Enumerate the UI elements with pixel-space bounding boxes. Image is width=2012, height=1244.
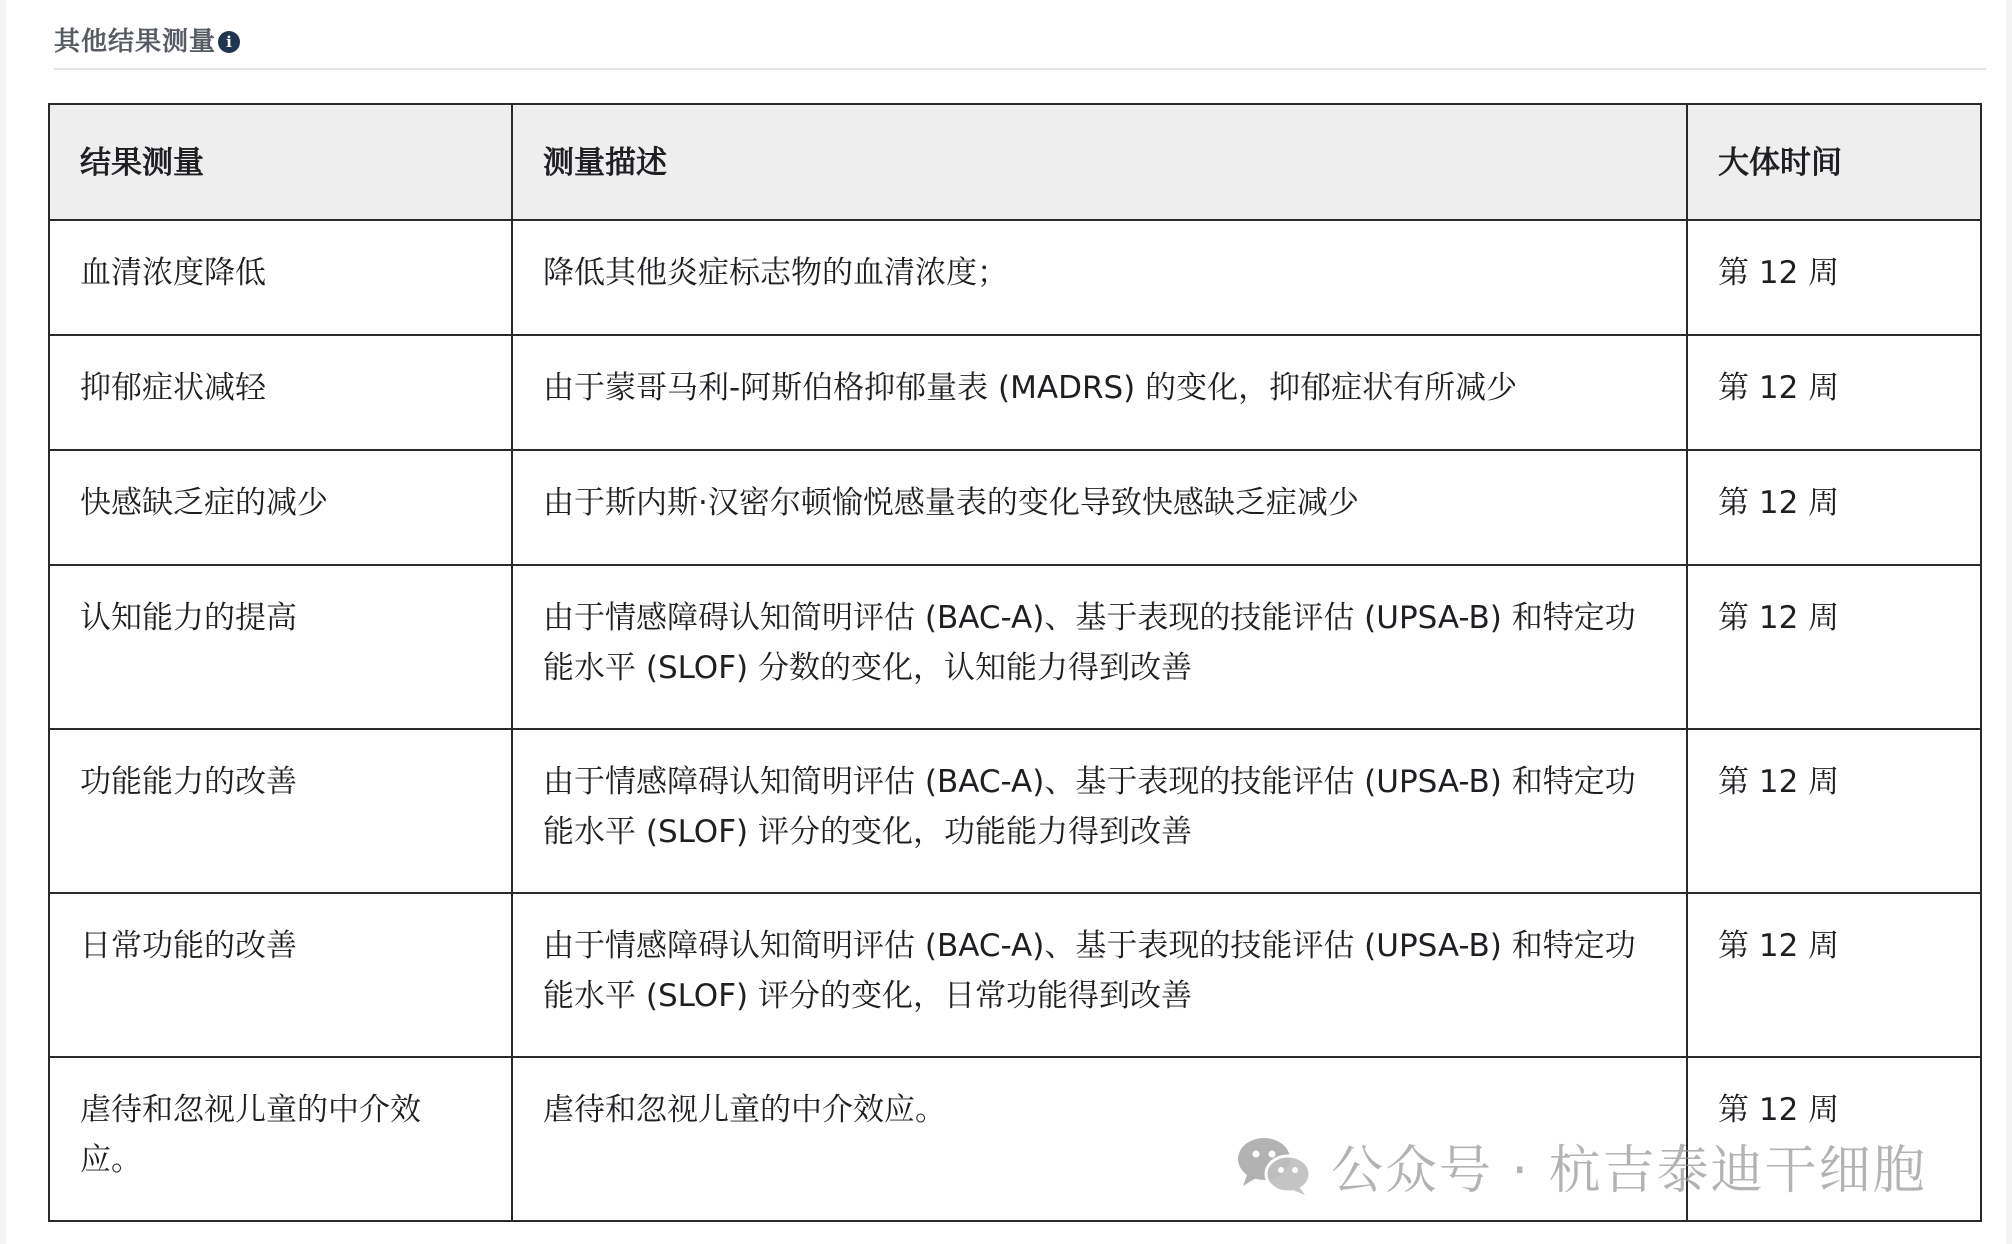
outcome-measure-cell: 血清浓度降低	[49, 220, 512, 335]
measure-description-cell: 虐待和忽视儿童的中介效应。	[512, 1057, 1687, 1221]
header-outcome-measure: 结果测量	[49, 104, 512, 220]
header-time-frame: 大体时间	[1687, 104, 1981, 220]
table-row	[49, 450, 1981, 565]
outcome-measure-cell: 日常功能的改善	[49, 893, 512, 1057]
measure-description-cell: 由于斯内斯·汉密尔顿愉悦感量表的变化导致快感缺乏症减少	[512, 450, 1687, 565]
table-row	[49, 565, 1981, 729]
measure-description-cell: 降低其他炎症标志物的血清浓度；	[512, 220, 1687, 335]
measure-description-cell: 由于情感障碍认知简明评估 (BAC-A)、基于表现的技能评估 (UPSA-B) 和特定功能水平 (SLOF) 分数的变化，认知能力得到改善	[512, 565, 1687, 729]
info-icon[interactable]: i	[218, 31, 240, 53]
time-frame-cell: 第 12 周	[1687, 565, 1981, 729]
time-frame-cell: 第 12 周	[1687, 450, 1981, 565]
time-frame-cell: 第 12 周	[1687, 220, 1981, 335]
table-row	[49, 335, 1981, 450]
table-row	[49, 893, 1981, 1057]
measure-description-cell: 由于情感障碍认知简明评估 (BAC-A)、基于表现的技能评估 (UPSA-B) 和特定功能水平 (SLOF) 评分的变化，功能能力得到改善	[512, 729, 1687, 893]
time-frame-cell: 第 12 周	[1687, 729, 1981, 893]
outcomes-table	[48, 103, 1982, 1222]
section-title: 其他结果测量	[54, 27, 217, 57]
outcome-measure-cell: 抑郁症状减轻	[49, 335, 512, 450]
measure-description-cell: 由于蒙哥马利-阿斯伯格抑郁量表 (MADRS) 的变化，抑郁症状有所减少	[512, 335, 1687, 450]
header-measure-description: 测量描述	[512, 104, 1687, 220]
section-header	[54, 22, 1986, 70]
table-row	[49, 1057, 1981, 1221]
table-row	[49, 729, 1981, 893]
outcome-measure-cell: 虐待和忽视儿童的中介效应。	[49, 1057, 512, 1221]
time-frame-cell: 第 12 周	[1687, 335, 1981, 450]
outcome-measure-cell: 快感缺乏症的减少	[49, 450, 512, 565]
watermark-text: 公众号 · 杭吉泰迪干细胞	[1331, 1140, 1927, 1201]
time-frame-cell: 第 12 周	[1687, 1057, 1981, 1221]
table-row	[49, 220, 1981, 335]
table-header-row	[49, 104, 1981, 220]
measure-description-cell: 由于情感障碍认知简明评估 (BAC-A)、基于表现的技能评估 (UPSA-B) 和特定功能水平 (SLOF) 评分的变化，日常功能得到改善	[512, 893, 1687, 1057]
outcome-measure-cell: 认知能力的提高	[49, 565, 512, 729]
time-frame-cell: 第 12 周	[1687, 893, 1981, 1057]
outcome-measure-cell: 功能能力的改善	[49, 729, 512, 893]
